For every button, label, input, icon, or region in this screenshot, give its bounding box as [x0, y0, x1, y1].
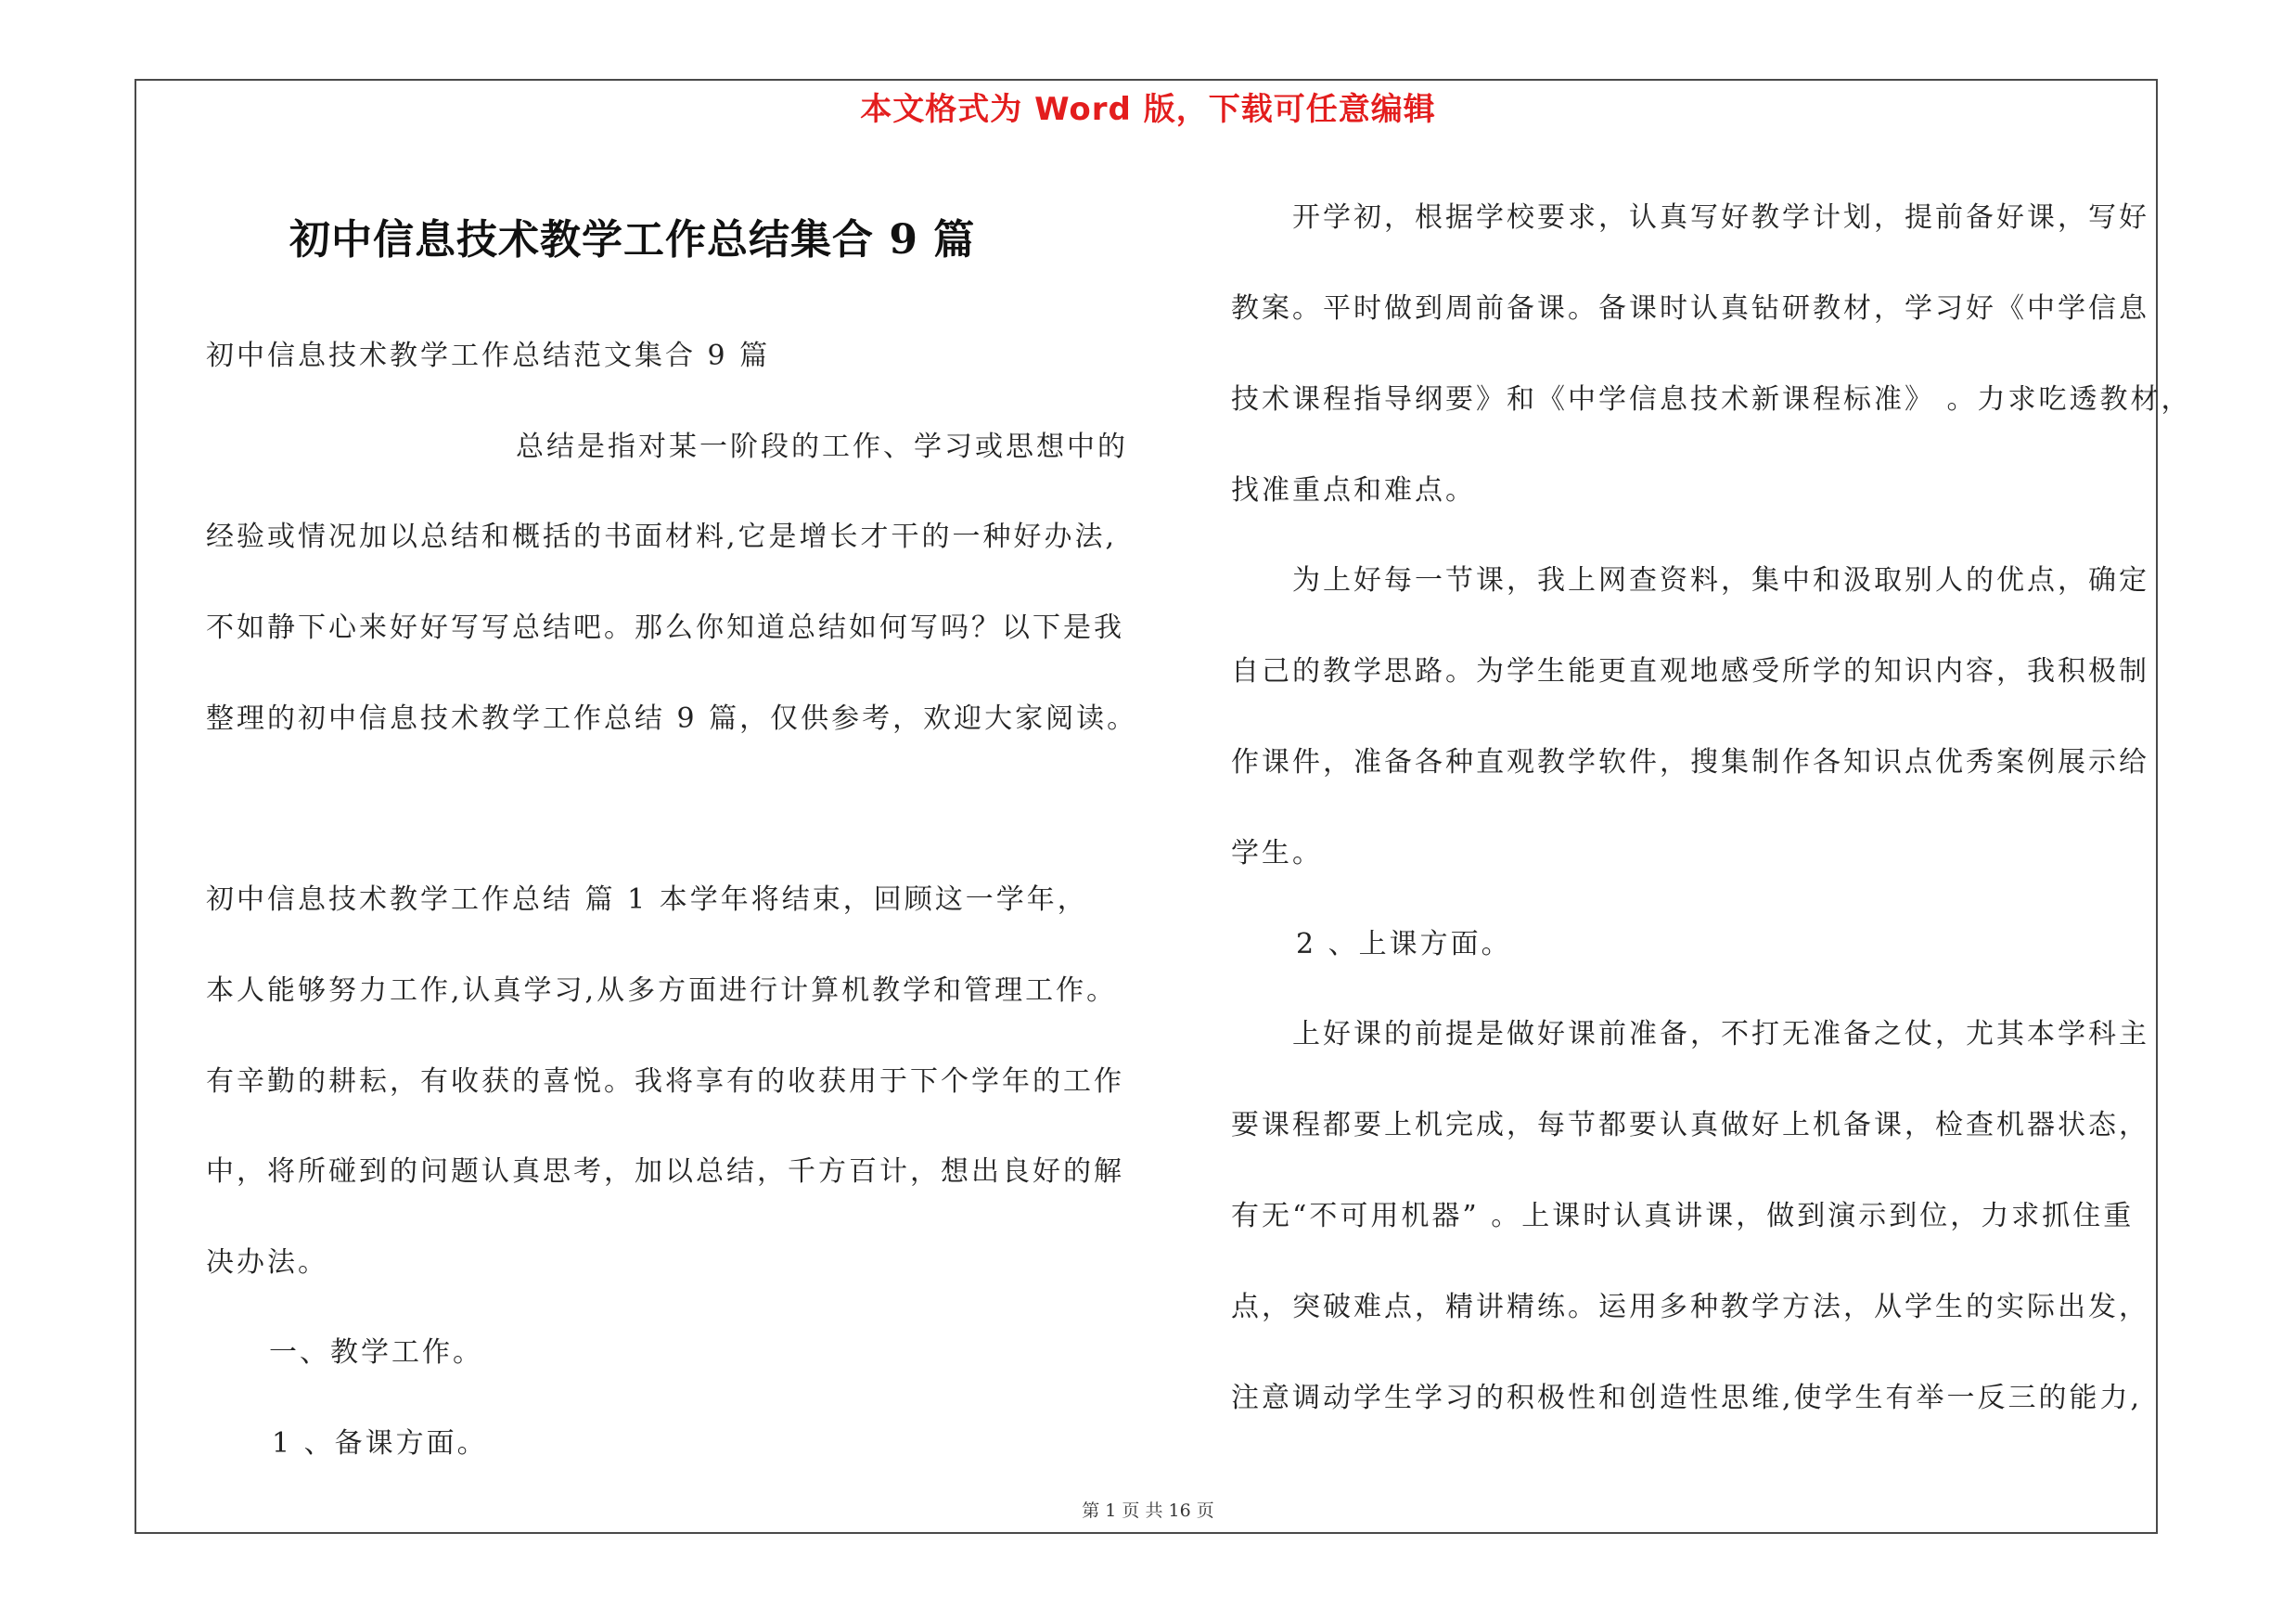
body-line: 自己的教学思路。为学生能更直观地感受所学的知识内容，我积极制	[1231, 655, 2149, 688]
page-number-footer: 第 1 页 共 16 页	[1082, 1501, 1214, 1521]
body-line: 总结是指对某一阶段的工作、学习或思想中的	[516, 431, 1128, 463]
body-line: 找准重点和难点。	[1231, 474, 1476, 507]
body-line: 整理的初中信息技术教学工作总结 9 篇，仅供参考，欢迎大家阅读。	[206, 702, 1138, 735]
subheading-line: 一、教学工作。	[269, 1336, 483, 1369]
body-line: 决办法。	[206, 1246, 328, 1279]
body-line: 有辛勤的耕耘，有收获的喜悦。我将享有的收获用于下个学年的工作	[206, 1065, 1124, 1098]
body-line: 开学初，根据学校要求，认真写好教学计划，提前备好课，写好	[1292, 201, 2149, 234]
body-line: 技术课程指导纲要》和《中学信息技术新课程标准》 。力求吃透教材，	[1231, 383, 2192, 416]
body-line: 经验或情况加以总结和概括的书面材料,它是增长才干的一种好办法,	[206, 521, 1118, 553]
body-line: 不如静下心来好好写写总结吧。那么你知道总结如何写吗？以下是我	[206, 612, 1124, 644]
section-heading-line: 初中信息技术教学工作总结 篇 1 本学年将结束，回顾这一学年，	[206, 883, 1088, 916]
subheading-line: 1 、备课方面。	[272, 1427, 488, 1460]
body-line: 本人能够努力工作,认真学习,从多方面进行计算机教学和管理工作。	[206, 974, 1118, 1007]
body-line: 要课程都要上机完成，每节都要认真做好上机备课，检查机器状态，	[1231, 1109, 2149, 1141]
body-line: 中，将所碰到的问题认真思考，加以总结，千方百计，想出良好的解	[206, 1155, 1124, 1188]
body-line: 点，突破难点，精讲精练。运用多种教学方法，从学生的实际出发，	[1231, 1291, 2149, 1323]
document-title: 初中信息技术教学工作总结集合 9 篇	[289, 216, 976, 264]
body-line: 学生。	[1231, 837, 1323, 869]
subheading-line: 2 、上课方面。	[1296, 928, 1512, 960]
body-line: 有无“不可用机器” 。上课时认真讲课，做到演示到位，力求抓住重	[1231, 1200, 2135, 1232]
body-line: 为上好每一节课，我上网查资料，集中和汲取别人的优点，确定	[1292, 564, 2149, 597]
subtitle-line: 初中信息技术教学工作总结范文集合 9 篇	[206, 340, 771, 372]
format-banner: 本文格式为 Word 版，下载可任意编辑	[860, 91, 1436, 128]
body-line: 注意调动学生学习的积极性和创造性思维,使学生有举一反三的能力,	[1231, 1382, 2143, 1414]
body-line: 教案。平时做到周前备课。备课时认真钻研教材，学习好《中学信息	[1231, 292, 2149, 325]
body-line: 上好课的前提是做好课前准备，不打无准备之仗，尤其本学科主	[1292, 1018, 2149, 1050]
body-line: 作课件，准备各种直观教学软件，搜集制作各知识点优秀案例展示给	[1231, 746, 2149, 779]
